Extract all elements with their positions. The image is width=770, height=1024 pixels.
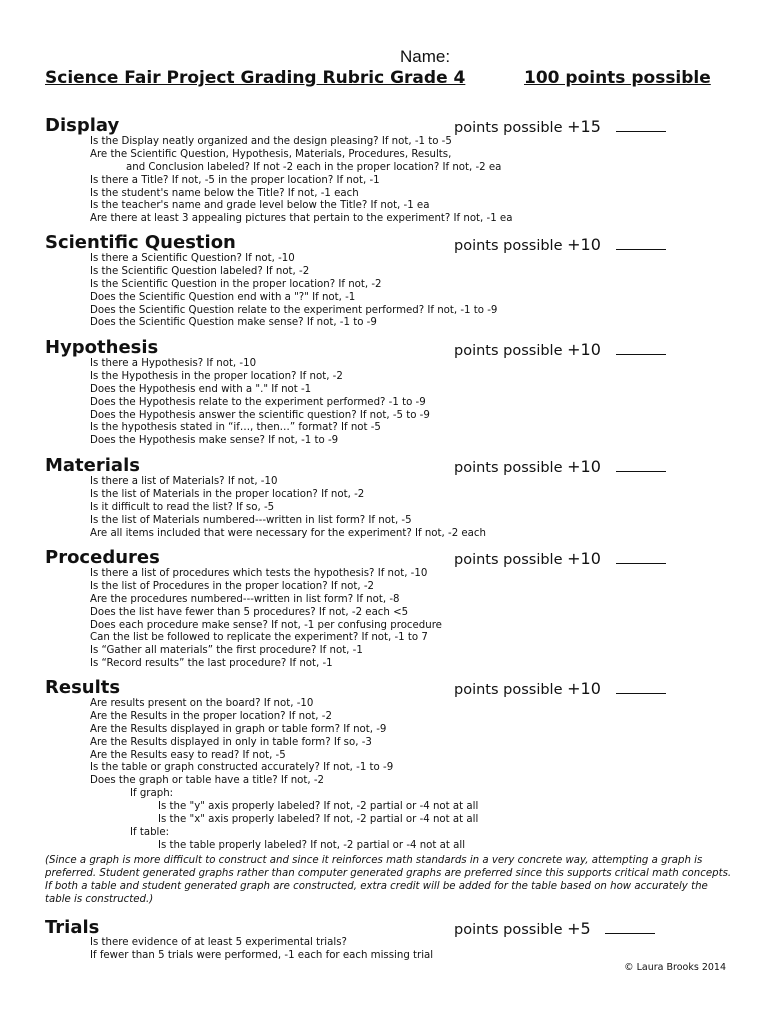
list-item: If fewer than 5 trials were performed, -1 each for each missing trial — [90, 949, 434, 961]
points-value: +10 — [567, 549, 601, 568]
list-item: Is the teacher's name and grade level below the Title? If not, -1 ea — [90, 200, 430, 212]
points-label: points possible — [454, 682, 563, 698]
section-title-results: Results — [45, 677, 121, 698]
procedures-criteria — [90, 568, 442, 671]
list-item: Are the procedures numbered---written in list form? If not, -8 — [90, 593, 400, 605]
list-item: and Conclusion labeled? If not -2 each in the proper location? If not, -2 ea — [126, 161, 502, 173]
points-label: points possible — [454, 460, 563, 476]
list-item: Does the Scientific Question make sense? If not, -1 to -9 — [90, 317, 377, 329]
section-title-materials: Materials — [45, 455, 140, 476]
list-item: Are there at least 3 appealing pictures that pertain to the experiment? If not, -1 ea — [90, 213, 513, 225]
points-display — [454, 117, 666, 136]
trials-criteria — [90, 937, 433, 963]
list-item: Is there evidence of at least 5 experimental trials? — [90, 937, 347, 948]
list-item: Are the Scientific Question, Hypothesis, Materials, Procedures, Results, — [90, 148, 452, 160]
list-item: Is there a Scientific Question? If not, -10 — [90, 253, 295, 264]
list-item: Is the table or graph constructed accurately? If not, -1 to -9 — [90, 762, 394, 774]
list-item: Is there a list of procedures which tests the hypothesis? If not, -10 — [90, 568, 428, 579]
points-scientific-question — [454, 235, 666, 254]
points-value: +10 — [567, 340, 601, 359]
list-item: Is the list of Materials in the proper location? If not, -2 — [90, 488, 365, 500]
score-blank[interactable] — [616, 681, 666, 694]
list-item: Is the list of Procedures in the proper location? If not, -2 — [90, 580, 375, 592]
score-blank[interactable] — [616, 551, 666, 564]
list-item: Is the "y" axis properly labeled? If not, -2 partial or -4 not at all — [158, 801, 479, 813]
list-item: Does the Hypothesis make sense? If not, -1 to -9 — [90, 435, 339, 447]
list-item: Is the Display neatly organized and the design pleasing? If not, -1 to -5 — [90, 136, 452, 147]
list-item: Is there a Hypothesis? If not, -10 — [90, 358, 257, 369]
name-label: Name: — [400, 47, 451, 66]
list-item: Are all items included that were necessary for the experiment? If not, -2 each — [90, 527, 486, 539]
score-blank[interactable] — [616, 459, 666, 472]
materials-criteria — [90, 476, 486, 540]
list-item: Is the Hypothesis in the proper location? If not, -2 — [90, 370, 343, 382]
list-item: Is the student's name below the Title? If not, -1 each — [90, 187, 359, 199]
list-item: Does the Scientific Question end with a "?" If not, -1 — [90, 291, 356, 303]
list-item: Is the hypothesis stated in “if…, then…” format? If not -5 — [90, 422, 381, 434]
list-item: Are the Results easy to read? If not, -5 — [90, 749, 286, 761]
list-item: Is “Gather all materials” the first procedure? If not, -1 — [90, 645, 363, 657]
points-value: +10 — [567, 235, 601, 254]
list-item: Does the graph or table have a title? If not, -2 — [90, 775, 325, 787]
list-item: Is it difficult to read the list? If so, -5 — [90, 501, 275, 513]
list-item: Is the "x" axis properly labeled? If not, -2 partial or -4 not at all — [158, 814, 479, 826]
list-item: Does the Scientific Question relate to the experiment performed? If not, -1 to -9 — [90, 304, 498, 316]
points-label: points possible — [454, 238, 563, 254]
list-item: Does the Hypothesis end with a "." If not -1 — [90, 383, 312, 395]
list-item: Does the Hypothesis relate to the experiment performed? -1 to -9 — [90, 396, 426, 408]
scientific-question-criteria — [90, 253, 497, 330]
points-label: points possible — [454, 343, 563, 359]
points-value: +10 — [567, 457, 601, 476]
list-item: Are the Results displayed in graph or table form? If not, -9 — [90, 723, 387, 735]
graph-note: (Since a graph is more difficult to construct and since it reinforces math standards in a very concrete way, attempting a graph is preferred. Student generated graphs rather than computer generated graphs are preferred since this supports critical math concepts. If both a table and student generated graph are constructed, extra credit will be added for the table based on how accurately the table is constructed.) — [45, 855, 732, 905]
section-title-trials: Trials — [45, 917, 100, 938]
points-value: +15 — [567, 117, 601, 136]
list-item: Are the Results in the proper location? If not, -2 — [90, 710, 332, 722]
page-title: Science Fair Project Grading Rubric Grade 4 — [45, 68, 466, 88]
section-title-procedures: Procedures — [45, 547, 160, 568]
list-item: Is the table properly labeled? If not, -2 partial or -4 not at all — [158, 839, 466, 851]
if-table-label: If table: — [130, 826, 170, 838]
list-item: Is the Scientific Question labeled? If not, -2 — [90, 265, 310, 277]
list-item: Is there a list of Materials? If not, -10 — [90, 476, 278, 487]
section-title-display: Display — [45, 115, 120, 136]
score-blank[interactable] — [616, 237, 666, 250]
points-hypothesis — [454, 340, 666, 359]
copyright: © Laura Brooks 2014 — [624, 962, 726, 973]
score-blank[interactable] — [605, 921, 655, 934]
points-procedures — [454, 549, 666, 568]
if-graph-label: If graph: — [130, 788, 174, 800]
list-item: Is the Scientific Question in the proper location? If not, -2 — [90, 278, 382, 290]
list-item: Are the Results displayed in only in table form? If so, -3 — [90, 736, 372, 748]
section-title-scientific-question: Scientific Question — [45, 232, 236, 253]
list-item: Are results present on the board? If not, -10 — [90, 698, 314, 709]
points-label: points possible — [454, 120, 563, 136]
list-item: Can the list be followed to replicate the experiment? If not, -1 to 7 — [90, 632, 428, 644]
points-value: +5 — [567, 919, 591, 938]
score-blank[interactable] — [616, 342, 666, 355]
points-label: points possible — [454, 922, 563, 938]
display-criteria — [90, 136, 512, 226]
score-blank[interactable] — [616, 119, 666, 132]
total-points: 100 points possible — [524, 68, 711, 88]
list-item: Does the Hypothesis answer the scientific question? If not, -5 to -9 — [90, 409, 430, 421]
hypothesis-criteria — [90, 358, 430, 448]
results-criteria — [90, 698, 478, 853]
list-item: Is “Record results” the last procedure? If not, -1 — [90, 658, 333, 670]
points-label: points possible — [454, 552, 563, 568]
list-item: Does each procedure make sense? If not, -1 per confusing procedure — [90, 619, 442, 631]
list-item: Is there a Title? If not, -5 in the proper location? If not, -1 — [90, 174, 380, 186]
list-item: Is the list of Materials numbered---written in list form? If not, -5 — [90, 514, 412, 526]
points-results — [454, 679, 666, 698]
points-materials — [454, 457, 666, 476]
list-item: Does the list have fewer than 5 procedures? If not, -2 each <5 — [90, 606, 409, 618]
points-trials — [454, 919, 655, 938]
points-value: +10 — [567, 679, 601, 698]
section-title-hypothesis: Hypothesis — [45, 337, 159, 358]
